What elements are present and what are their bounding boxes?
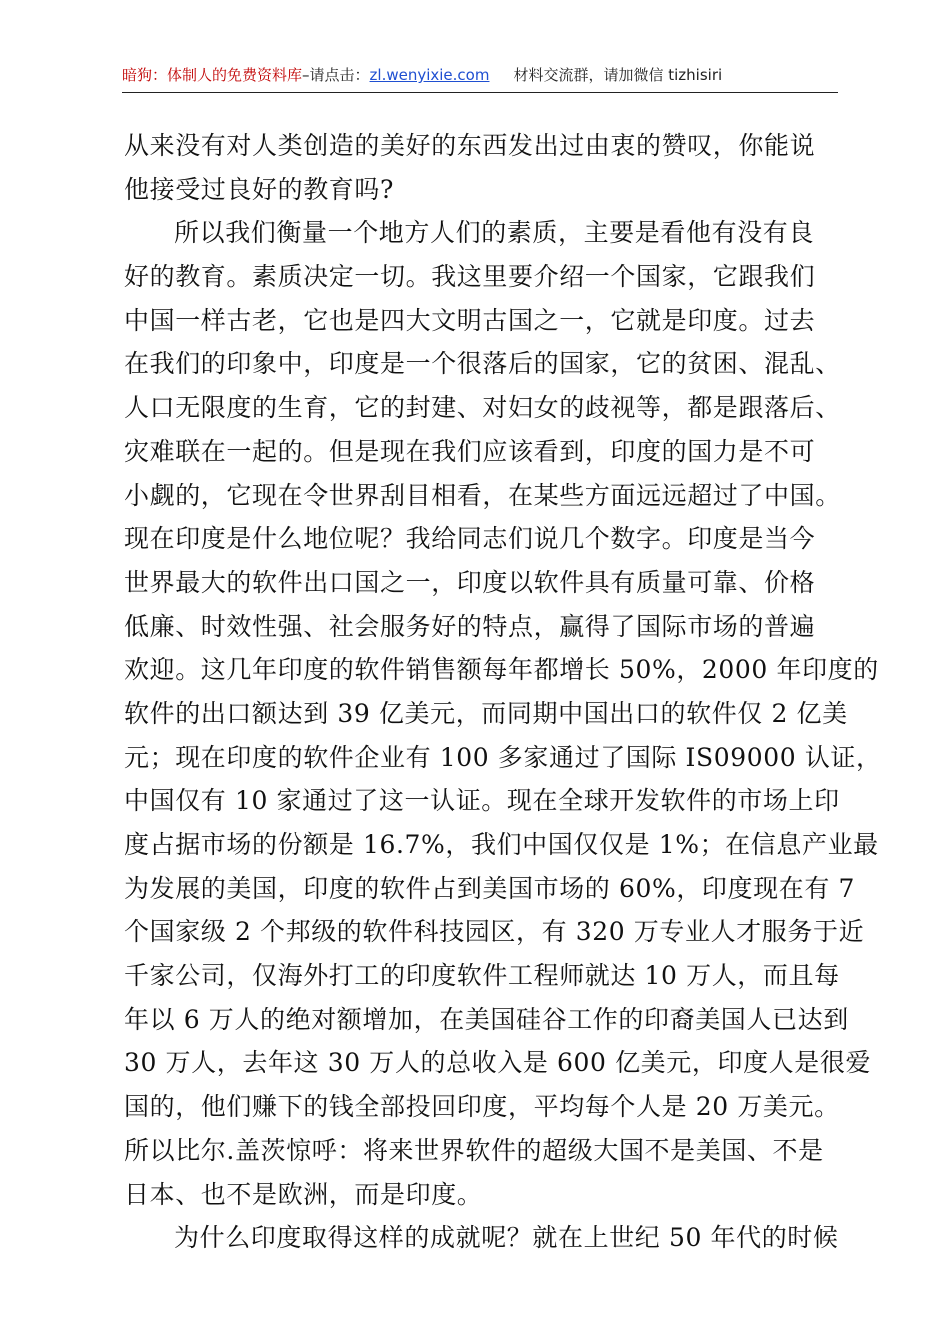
header-prompt: –请点击： bbox=[302, 66, 370, 84]
text-line: 他接受过良好的教育吗? bbox=[124, 174, 395, 204]
text-line: 低廉、时效性强、社会服务好的特点，赢得了国际市场的普遍 bbox=[124, 611, 816, 641]
text-line: 年以 6 万人的绝对额增加，在美国硅谷工作的印裔美国人已达到 bbox=[124, 1004, 849, 1034]
text-line: 个国家级 2 个邦级的软件科技园区，有 320 万专业人才服务于近 bbox=[124, 917, 865, 947]
text-line: 欢迎。这几年印度的软件销售额每年都增长 50%，2000 年印度的 bbox=[124, 655, 879, 685]
text-line: 为发展的美国，印度的软件占到美国市场的 60%，印度现在有 7 bbox=[124, 873, 855, 903]
text-line: 日本、也不是欧洲，而是印度。 bbox=[124, 1179, 483, 1209]
document-body bbox=[124, 124, 882, 1260]
text-line: 人口无限度的生育，它的封建、对妇女的歧视等，都是跟落后、 bbox=[124, 393, 841, 423]
page-header bbox=[122, 64, 838, 94]
text-line: 中国一样古老，它也是四大文明古国之一，它就是印度。过去 bbox=[124, 305, 816, 335]
text-line: 30 万人，去年这 30 万人的总收入是 600 亿美元，印度人是很爱 bbox=[124, 1048, 872, 1078]
text-line: 小觑的，它现在令世界刮目相看，在某些方面远远超过了中国。 bbox=[124, 480, 841, 510]
header-contact: 材料交流群，请加微信 tizhisiri bbox=[513, 66, 723, 84]
text-line: 千家公司，仅海外打工的印度软件工程师就达 10 万人，而且每 bbox=[124, 961, 840, 991]
text-line: 中国仅有 10 家通过了这一认证。现在全球开发软件的市场上印 bbox=[124, 786, 840, 816]
text-line: 现在印度是什么地位呢？我给同志们说几个数字。印度是当今 bbox=[124, 524, 816, 554]
header-brand: 暗狗：体制人的免费资料库 bbox=[122, 66, 303, 84]
text-line: 从来没有对人类创造的美好的东西发出过由衷的赞叹，你能说 bbox=[124, 131, 816, 160]
text-line: 国的，他们赚下的钱全部投回印度，平均每个人是 20 万美元。 bbox=[124, 1092, 840, 1122]
text-line: 元；现在印度的软件企业有 100 多家通过了国际 IS09000 认证， bbox=[124, 742, 882, 772]
paragraph-start-line: 为什么印度取得这样的成就呢？就在上世纪 50 年代的时候 bbox=[174, 1223, 839, 1253]
header-link[interactable]: zl.wenyixie.com bbox=[369, 66, 490, 84]
header-divider bbox=[122, 92, 838, 93]
text-line: 世界最大的软件出口国之一，印度以软件具有质量可靠、价格 bbox=[124, 567, 816, 597]
paragraph-start-line: 所以我们衡量一个地方人们的素质，主要是看他有没有良 bbox=[174, 218, 815, 248]
text-line: 所以比尔.盖茨惊呼：将来世界软件的超级大国不是美国、不是 bbox=[124, 1135, 824, 1165]
text-line: 好的教育。素质决定一切。我这里要介绍一个国家，它跟我们 bbox=[124, 262, 816, 292]
text-line: 软件的出口额达到 39 亿美元，而同期中国出口的软件仅 2 亿美 bbox=[124, 698, 848, 728]
text-line: 灾难联在一起的。但是现在我们应该看到，印度的国力是不可 bbox=[124, 436, 816, 466]
text-line: 在我们的印象中，印度是一个很落后的国家，它的贫困、混乱、 bbox=[124, 349, 841, 379]
text-line: 度占据市场的份额是 16.7%，我们中国仅仅是 1%；在信息产业最 bbox=[124, 830, 879, 859]
